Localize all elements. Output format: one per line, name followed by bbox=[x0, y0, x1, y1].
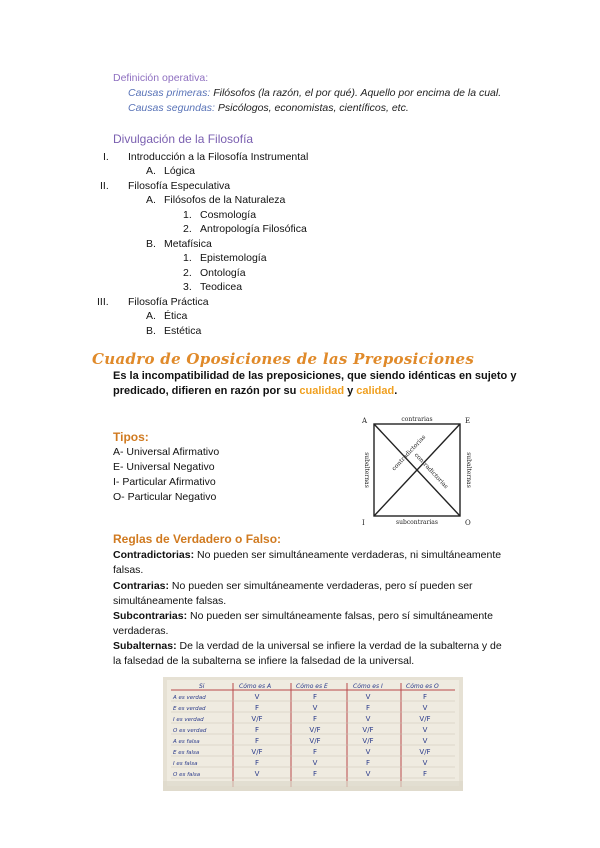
outline-num: A. bbox=[146, 310, 156, 322]
outline-item: Filosofía Práctica bbox=[128, 296, 209, 308]
causas-primeras-text: Filósofos (la razón, el por qué). Aquello por encima de la cual. bbox=[210, 87, 502, 99]
regla-text: No pueden ser simultáneamente verdaderas, ni simultáneamente falsas. bbox=[113, 549, 502, 576]
photo-cell: F bbox=[254, 737, 260, 745]
photo-cell: F bbox=[312, 770, 318, 778]
definicion-title: Definición operativa: bbox=[113, 72, 209, 84]
photo-header: Cómo es O bbox=[406, 683, 439, 690]
photo-row-label: E es verdad bbox=[173, 706, 206, 712]
outline-item: Ética bbox=[164, 310, 188, 322]
tipo-item: E- Universal Negativo bbox=[113, 461, 215, 473]
regla-term: Contrarias: bbox=[113, 580, 170, 592]
intro-text: predicado, difieren en razón por su bbox=[113, 385, 300, 397]
photo-cell: V bbox=[422, 726, 428, 734]
photo-cell: V/F bbox=[419, 748, 431, 756]
divulgacion-title: Divulgación de la Filosofía bbox=[113, 132, 254, 146]
outline-num: 1. bbox=[183, 252, 192, 264]
photo-cell: F bbox=[254, 704, 260, 712]
intro-end: . bbox=[394, 385, 398, 397]
outline-num: I. bbox=[103, 151, 109, 163]
photo-cell: V/F bbox=[251, 715, 263, 723]
square-of-opposition-diagram bbox=[352, 412, 480, 530]
photo-cell: V bbox=[365, 770, 371, 778]
causas-segundas-label: Causas segundas: bbox=[128, 102, 215, 114]
regla-item bbox=[113, 548, 503, 578]
corner-o: O bbox=[465, 519, 471, 527]
tipo-item: A- Universal Afirmativo bbox=[113, 446, 220, 458]
photo-cell: V bbox=[254, 693, 260, 701]
label-subalternas-right: subalternas bbox=[465, 452, 472, 488]
photo-cell: V/F bbox=[309, 726, 321, 734]
outline-num: A. bbox=[146, 165, 156, 177]
outline-num: 2. bbox=[183, 267, 192, 279]
corner-i: I bbox=[362, 519, 365, 527]
label-contradictorias-1: contradictorias bbox=[390, 433, 428, 473]
label-contradictorias-2: contradictorias bbox=[412, 451, 450, 491]
cuadro-title: Cuadro de Oposiciones de las Preposiciones bbox=[92, 350, 475, 368]
photo-cell: V bbox=[422, 704, 428, 712]
photo-cell: V bbox=[312, 759, 318, 767]
outline-item: Introducción a la Filosofía Instrumental bbox=[128, 151, 309, 163]
outline-num: 1. bbox=[183, 209, 192, 221]
outline-item: Filosofía Especulativa bbox=[128, 180, 231, 192]
photo-cell: V/F bbox=[362, 726, 374, 734]
photo-cell: F bbox=[312, 748, 318, 756]
label-subalternas-left: subalternas bbox=[363, 452, 370, 488]
outline-num: 2. bbox=[183, 223, 192, 235]
photo-cell: F bbox=[422, 693, 428, 701]
photo-cell: V bbox=[365, 748, 371, 756]
corner-a: A bbox=[362, 417, 368, 425]
cuadro-intro-line1: Es la incompatibilidad de las preposiciones, que siendo idénticas en sujeto y bbox=[113, 370, 517, 382]
photo-cell: F bbox=[312, 693, 318, 701]
outline-item: Filósofos de la Naturaleza bbox=[164, 194, 286, 206]
causas-segundas-text: Psicólogos, economistas, científicos, etc. bbox=[214, 102, 409, 114]
intro-calidad: calidad bbox=[356, 385, 395, 397]
causas-segundas bbox=[128, 102, 409, 114]
outline-num: 3. bbox=[183, 281, 192, 293]
tipo-item: I- Particular Afirmativo bbox=[113, 476, 216, 488]
cuadro-intro-line2 bbox=[113, 385, 397, 397]
label-contrarias: contrarias bbox=[401, 416, 433, 423]
regla-term: Subalternas: bbox=[113, 640, 177, 652]
photo-header: Cómo es E bbox=[296, 683, 328, 690]
regla-term: Contradictorias: bbox=[113, 549, 195, 561]
photo-row-label: A es verdad bbox=[173, 695, 206, 701]
regla-text: De la verdad de la universal se infiere la verdad de la subalterna y de la falsedad de la subalterna se infiere la falsedad de la universal. bbox=[113, 640, 502, 667]
photo-cell: V/F bbox=[309, 737, 321, 745]
outline-item: Teodicea bbox=[200, 281, 243, 293]
photo-cell: F bbox=[254, 759, 260, 767]
intro-cualidad: cualidad bbox=[299, 385, 345, 397]
photo-row-label: E es falsa bbox=[173, 750, 200, 756]
corner-e: E bbox=[465, 417, 471, 425]
outline-item: Epistemología bbox=[200, 252, 267, 264]
outline-item: Metafísica bbox=[164, 238, 212, 250]
outline-num: II. bbox=[100, 180, 109, 192]
outline-item: Lógica bbox=[164, 165, 195, 177]
photo-row-label: O es verdad bbox=[173, 728, 207, 734]
photo-cell: F bbox=[365, 704, 371, 712]
regla-item bbox=[113, 609, 503, 639]
photo-cell: V/F bbox=[419, 715, 431, 723]
photo-cell: V bbox=[422, 759, 428, 767]
tipos-title: Tipos: bbox=[113, 430, 149, 444]
photo-cell: V/F bbox=[362, 737, 374, 745]
causas-primeras bbox=[128, 87, 501, 99]
outline-num: B. bbox=[146, 325, 156, 337]
label-subcontrarias: subcontrarias bbox=[396, 519, 438, 526]
outline-num: B. bbox=[146, 238, 156, 250]
photo-cell: V bbox=[365, 693, 371, 701]
photo-header: Si bbox=[199, 683, 205, 690]
photo-header: Cómo es A bbox=[239, 683, 272, 690]
photo-cell: F bbox=[365, 759, 371, 767]
photo-cell: F bbox=[422, 770, 428, 778]
outline-item: Ontología bbox=[200, 267, 246, 279]
reglas-title: Reglas de Verdadero o Falso: bbox=[113, 532, 282, 546]
tipo-item: O- Particular Negativo bbox=[113, 491, 217, 503]
outline-num: III. bbox=[97, 296, 109, 308]
handwritten-truth-table-photo bbox=[163, 677, 463, 791]
photo-cell: F bbox=[254, 726, 260, 734]
photo-cell: V bbox=[254, 770, 260, 778]
outline-item: Estética bbox=[164, 325, 202, 337]
outline-item: Antropología Filosófica bbox=[200, 223, 307, 235]
photo-row-label: I es falsa bbox=[173, 761, 198, 767]
photo-cell: V bbox=[312, 704, 318, 712]
photo-header: Cómo es I bbox=[353, 683, 383, 690]
regla-item bbox=[113, 579, 503, 609]
photo-row-label: A es falsa bbox=[173, 739, 200, 745]
regla-text: No pueden ser simultáneamente falsas, pero sí simultáneamente verdaderas. bbox=[113, 610, 493, 637]
photo-cell: F bbox=[312, 715, 318, 723]
outline-item: Cosmología bbox=[200, 209, 257, 221]
photo-cell: V bbox=[422, 737, 428, 745]
photo-row-label: I es verdad bbox=[173, 717, 204, 723]
intro-y: y bbox=[344, 385, 357, 397]
photo-cell: V/F bbox=[251, 748, 263, 756]
causas-primeras-label: Causas primeras: bbox=[128, 87, 211, 99]
regla-text: No pueden ser simultáneamente verdaderas, pero sí pueden ser simultáneamente falsas. bbox=[113, 580, 473, 607]
regla-item bbox=[113, 639, 503, 669]
photo-cell: V bbox=[365, 715, 371, 723]
regla-term: Subcontrarias: bbox=[113, 610, 188, 622]
photo-row-label: O es falsa bbox=[173, 772, 201, 778]
outline-num: A. bbox=[146, 194, 156, 206]
